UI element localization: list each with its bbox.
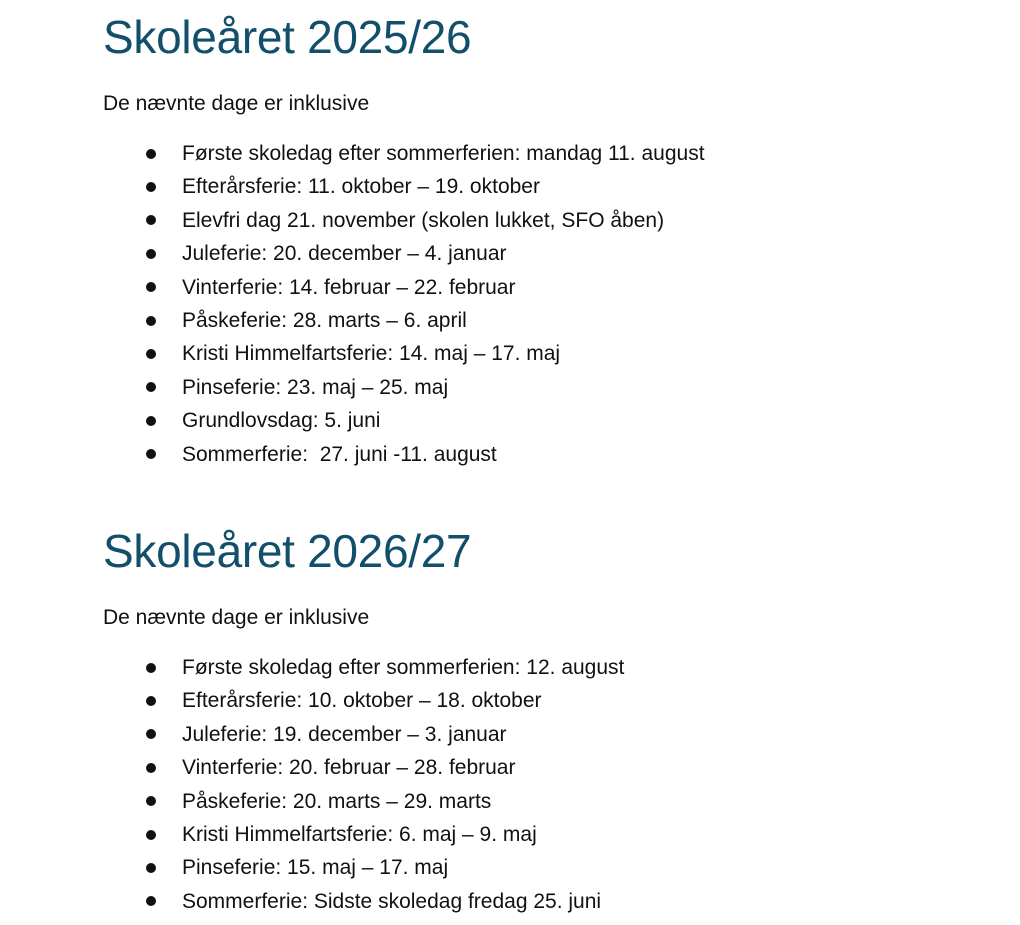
list-item [103,404,983,437]
list-item [103,684,983,717]
list-item-text: Vinterferie: 20. februar – 28. februar [182,756,516,780]
bullet-icon [143,237,159,270]
list-item-text: Vinterferie: 14. februar – 22. februar [182,275,516,299]
bullet-icon [143,137,159,170]
list-item [103,371,983,404]
bullet-icon [143,404,159,437]
list-item [103,271,983,304]
list-item [103,204,983,237]
list-item [103,438,983,471]
list-item [103,785,983,818]
list-item [103,818,983,851]
list-item-text: Påskeferie: 20. marts – 29. marts [182,789,492,813]
list-item [103,885,983,918]
bullet-icon [143,337,159,370]
section-title: Skoleåret 2025/26 [103,11,472,63]
list-item-text: Sommerferie: 27. juni -11. august [182,442,497,466]
bullet-icon [143,885,159,918]
bullet-icon [143,170,159,203]
bullet-icon [143,718,159,751]
bullet-icon [143,204,159,237]
list-item-text: Påskeferie: 28. marts – 6. april [182,308,467,332]
bullet-icon [143,785,159,818]
list-item-text: Kristi Himmelfartsferie: 14. maj – 17. maj [182,342,561,366]
school-year-section [103,525,625,913]
list-item-text: Første skoledag efter sommerferien: mandag 11. august [182,142,705,165]
holiday-list [103,651,983,918]
list-item-text: Juleferie: 20. december – 4. januar [182,242,507,266]
bullet-icon [143,651,159,684]
list-item-text: Efterårsferie: 10. oktober – 18. oktober [182,689,542,713]
list-item-text: Pinseferie: 15. maj – 17. maj [182,856,449,880]
list-item [103,718,983,751]
list-item-text: Elevfri dag 21. november (skolen lukket, SFO åben) [182,208,665,232]
list-item [103,237,983,270]
list-item-text: Sommerferie: Sidste skoledag fredag 25. juni [182,889,602,913]
section-note: De nævnte dage er inklusive [103,92,370,115]
list-item-text: Juleferie: 19. december – 3. januar [182,722,507,746]
list-item [103,851,983,884]
list-item-text: Pinseferie: 23. maj – 25. maj [182,375,449,399]
list-item [103,651,983,684]
list-item [103,137,983,170]
list-item [103,751,983,784]
bullet-icon [143,304,159,337]
bullet-icon [143,371,159,404]
holiday-list [103,137,983,471]
section-note: De nævnte dage er inklusive [103,606,370,629]
list-item-text: Efterårsferie: 11. oktober – 19. oktober [182,175,540,199]
school-year-section [103,11,705,466]
bullet-icon [143,438,159,471]
list-item-text: Kristi Himmelfartsferie: 6. maj – 9. maj [182,822,537,846]
list-item [103,337,983,370]
list-item [103,304,983,337]
bullet-icon [143,684,159,717]
bullet-icon [143,271,159,304]
list-item [103,170,983,203]
bullet-icon [143,851,159,884]
list-item-text: Grundlovsdag: 5. juni [182,409,381,433]
bullet-icon [143,818,159,851]
bullet-icon [143,751,159,784]
section-title: Skoleåret 2026/27 [103,525,472,577]
list-item-text: Første skoledag efter sommerferien: 12. august [182,656,625,679]
